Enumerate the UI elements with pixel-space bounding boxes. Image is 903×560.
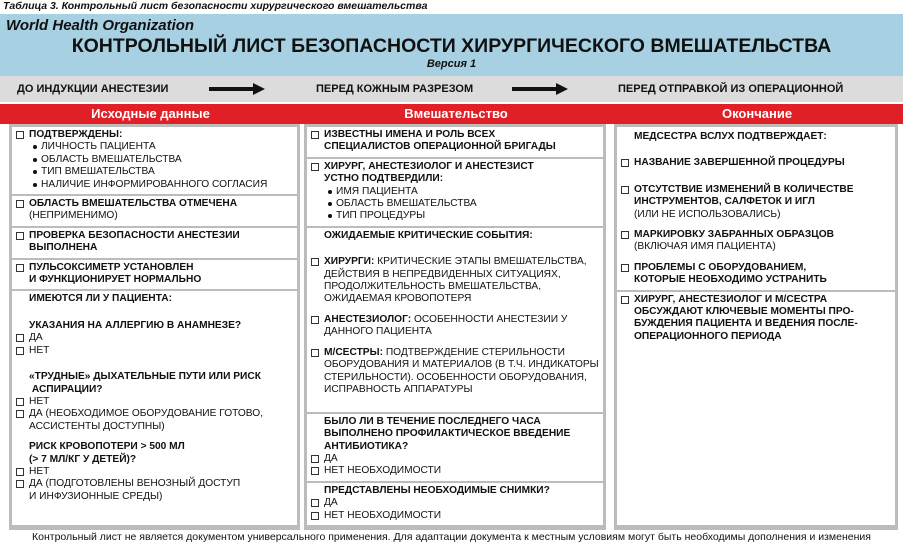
question-heading: ОЖИДАЕМЫЕ КРИТИЧЕСКИЕ СОБЫТИЯ:	[324, 229, 533, 241]
question-heading: ИМЕЮТСЯ ЛИ У ПАЦИЕНТА:	[29, 293, 172, 305]
question-heading: МЕДСЕСТРА ВСЛУХ ПОДТВЕРЖДАЕТ:	[634, 131, 827, 142]
checklist-item: ИМЕЮТСЯ ЛИ У ПАЦИЕНТА: УКАЗАНИЯ НА АЛЛЕРГИЮ В АНАМНЕЗЕ? ДА НЕТ «ТРУДНЫЕ» ДЫХАТЕЛЬНЫЕ ПУТИ ИЛИ РИСК АСПИРАЦИИ? НЕТ ДА (НЕОБХОДИМОЕ ОБОРУДОВАНИЕ ГОТОВО, АССИСТЕНТЫ ДОСТУПНЫ) РИСК КРОВОПОТЕРИ > 500 МЛ (> 7 МЛ/КГ У ДЕТЕЙ)? НЕТ ДА (ПОДГОТОВЛЕНЫ ВЕНОЗНЫЙ ДОСТУП И ИНФУЗИОННЫЕ СРЕДЫ)	[12, 291, 297, 525]
list-item: ОБЛАСТЬ ВМЕШАТЕЛЬСТВА	[29, 154, 293, 166]
checklist-header	[0, 14, 903, 76]
arrow-right-icon	[512, 84, 568, 94]
checkbox[interactable]	[311, 316, 319, 324]
column-sign-out	[614, 124, 898, 530]
checklist-item: ХИРУРГ, АНЕСТЕЗИОЛОГ И М/СЕСТРА ОБСУЖДАЮТ КЛЮЧЕВЫЕ МОМЕНТЫ ПРО- БУЖДЕНИЯ ПАЦИЕНТА И ВЕДЕНИЯ ПОСЛЕ- ОПЕРАЦИОННОГО ПЕРИОДА	[617, 292, 895, 525]
phase-sign-out: ПЕРЕД ОТПРАВКОЙ ИЗ ОПЕРАЦИОННОЙ	[618, 83, 844, 95]
checkbox[interactable]	[16, 468, 24, 476]
column-sign-in	[9, 124, 300, 530]
column-heading-time-out: Вмешательство	[404, 106, 508, 121]
checkbox[interactable]	[311, 131, 319, 139]
checkbox[interactable]	[311, 349, 319, 357]
question: РИСК КРОВОПОТЕРИ > 500 МЛ (> 7 МЛ/КГ У ДЕТЕЙ)?	[29, 441, 185, 465]
checkbox[interactable]	[621, 296, 629, 304]
checklist-item: ОБЛАСТЬ ВМЕШАТЕЛЬСТВА ОТМЕЧЕНА (НЕПРИМЕНИМО)	[12, 196, 297, 226]
checkbox[interactable]	[311, 512, 319, 520]
phase-sign-in: ДО ИНДУКЦИИ АНЕСТЕЗИИ	[17, 83, 169, 95]
checkbox[interactable]	[621, 186, 629, 194]
checkbox[interactable]	[16, 131, 24, 139]
checklist-item: ОЖИДАЕМЫЕ КРИТИЧЕСКИЕ СОБЫТИЯ: ХИРУРГИ: КРИТИЧЕСКИЕ ЭТАПЫ ВМЕШАТЕЛЬСТВА, ДЕЙСТВИЯ В НЕПРЕДВИДЕННЫХ СИТУАЦИЯХ, ПРОДОЛЖИТЕЛЬНОСТЬ ВМЕШАТЕЛЬСТВА, ОЖИДАЕМАЯ КРОВОПОТЕРЯ АНЕСТЕЗИОЛОГ: ОСОБЕННОСТИ АНЕСТЕЗИИ У ДАННОГО ПАЦИЕНТА М/СЕСТРЫ: ПОДТВЕРЖДЕНИЕ СТЕРИЛЬНОСТИ ОБОРУДОВАНИЯ И МАТЕРИАЛОВ (В Т.Ч. ИНДИКАТОРЫ СТЕРИЛЬНОСТИ). ОСОБЕННОСТИ ОБОРУДОВАНИЯ, ИСПРАВНОСТЬ АППАРАТУРЫ	[307, 228, 603, 412]
checkbox[interactable]	[16, 264, 24, 272]
checkbox[interactable]	[311, 499, 319, 507]
checkbox[interactable]	[311, 467, 319, 475]
checkbox[interactable]	[621, 264, 629, 272]
checkbox[interactable]	[311, 163, 319, 171]
checklist-item: МЕДСЕСТРА ВСЛУХ ПОДТВЕРЖДАЕТ: НАЗВАНИЕ ЗАВЕРШЕННОЙ ПРОЦЕДУРЫ ОТСУТСТВИЕ ИЗМЕНЕНИЙ В КОЛИЧЕСТВЕ ИНСТРУМЕНТОВ, САЛФЕТОК И ИГЛ (ИЛИ НЕ ИСПОЛЬЗОВАЛИСЬ) МАРКИРОВКУ ЗАБРАННЫХ ОБРАЗЦОВ (ВКЛЮЧАЯ ИМЯ ПАЦИЕНТА) ПРОБЛЕМЫ С ОБОРУДОВАНИЕМ, КОТОРЫЕ НЕОБХОДИМО УСТРАНИТЬ	[617, 127, 895, 290]
organization-name: World Health Organization	[6, 17, 195, 34]
table-caption: Таблица 3. Контрольный лист безопасности хирургического вмешательства	[3, 0, 428, 12]
phase-bar	[0, 76, 903, 102]
section-heading-bar	[0, 104, 903, 124]
checklist-item: БЫЛО ЛИ В ТЕЧЕНИЕ ПОСЛЕДНЕГО ЧАСА ВЫПОЛНЕНО ПРОФИЛАКТИЧЕСКОЕ ВВЕДЕНИЕ АНТИБИОТИКА? ДА НЕТ НЕОБХОДИМОСТИ	[307, 414, 603, 481]
footer-note: Контрольный лист не является документом универсального применения. Для адаптации документа к местным условиям могут быть необходимы дополнения и изменения	[32, 531, 871, 543]
arrow-right-icon	[209, 84, 265, 94]
column-heading-sign-in: Исходные данные	[91, 106, 210, 121]
checkbox[interactable]	[621, 231, 629, 239]
checklist-item: ИЗВЕСТНЫ ИМЕНА И РОЛЬ ВСЕХ СПЕЦИАЛИСТОВ ОПЕРАЦИОННОЙ БРИГАДЫ	[307, 127, 603, 157]
checkbox[interactable]	[16, 398, 24, 406]
checkbox[interactable]	[16, 200, 24, 208]
column-time-out	[304, 124, 606, 530]
page-title: КОНТРОЛЬНЫЙ ЛИСТ БЕЗОПАСНОСТИ ХИРУРГИЧЕСКОГО ВМЕШАТЕЛЬСТВА	[71, 35, 832, 57]
checkbox[interactable]	[16, 410, 24, 418]
checkbox[interactable]	[311, 258, 319, 266]
list-item: ОБЛАСТЬ ВМЕШАТЕЛЬСТВА	[324, 198, 599, 210]
checkbox[interactable]	[621, 159, 629, 167]
list-item: ТИП ПРОЦЕДУРЫ	[324, 210, 599, 222]
column-heading-sign-out: Окончание	[721, 106, 793, 121]
checklist-item: ПРОВЕРКА БЕЗОПАСНОСТИ АНЕСТЕЗИИ ВЫПОЛНЕНА	[12, 228, 297, 258]
list-item: ЛИЧНОСТЬ ПАЦИЕНТА	[29, 141, 293, 153]
list-item: ИМЯ ПАЦИЕНТА	[324, 186, 599, 198]
checkbox[interactable]	[16, 232, 24, 240]
checklist-item: ПУЛЬСОКСИМЕТР УСТАНОВЛЕН И ФУНКЦИОНИРУЕТ НОРМАЛЬНО	[12, 260, 297, 290]
list-item: ТИП ВМЕШАТЕЛЬСТВА	[29, 166, 293, 178]
version-label: Версия 1	[426, 58, 477, 70]
checklist-item: ПРЕДСТАВЛЕНЫ НЕОБХОДИМЫЕ СНИМКИ? ДА НЕТ НЕОБХОДИМОСТИ	[307, 483, 603, 525]
question: УКАЗАНИЯ НА АЛЛЕРГИЮ В АНАМНЕЗЕ?	[29, 319, 242, 331]
phase-time-out: ПЕРЕД КОЖНЫМ РАЗРЕЗОМ	[316, 83, 474, 95]
question: «ТРУДНЫЕ» ДЫХАТЕЛЬНЫЕ ПУТИ ИЛИ РИСК АСПИРАЦИИ?	[29, 371, 261, 395]
list-item: НАЛИЧИЕ ИНФОРМИРОВАННОГО СОГЛАСИЯ	[29, 179, 293, 191]
checklist-item: ХИРУРГ, АНЕСТЕЗИОЛОГ И АНЕСТЕЗИСТ УСТНО ПОДТВЕРДИЛИ: ИМЯ ПАЦИЕНТА ОБЛАСТЬ ВМЕШАТЕЛЬСТВА ТИП ПРОЦЕДУРЫ	[307, 159, 603, 226]
checkbox[interactable]	[16, 480, 24, 488]
checkbox[interactable]	[311, 455, 319, 463]
checkbox[interactable]	[16, 347, 24, 355]
checkbox[interactable]	[16, 334, 24, 342]
checklist-item: ПОДТВЕРЖДЕНЫ: ЛИЧНОСТЬ ПАЦИЕНТА ОБЛАСТЬ ВМЕШАТЕЛЬСТВА ТИП ВМЕШАТЕЛЬСТВА НАЛИЧИЕ ИНФОРМИРОВАННОГО СОГЛАСИЯ	[12, 127, 297, 194]
